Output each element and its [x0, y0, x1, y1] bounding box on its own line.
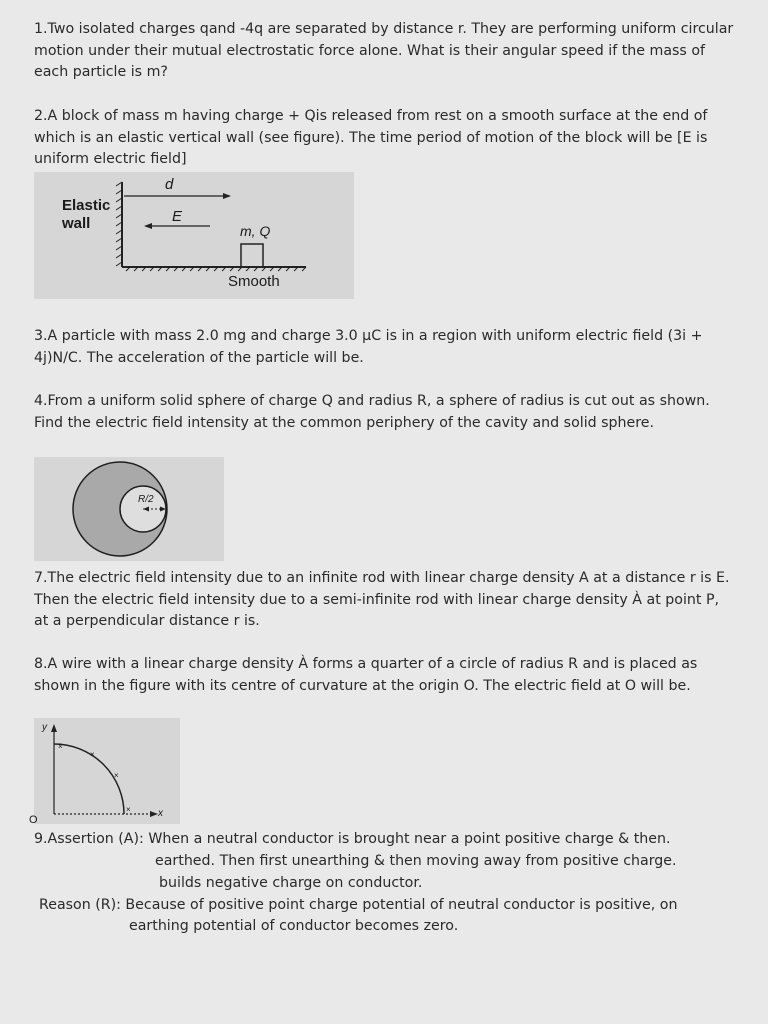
question-3: 3.A particle with mass 2.0 mg and charge 3.0 μC is in a region with uniform electric field (3i + 4j)N/C. The acceleration of the particle will be.: [34, 328, 703, 366]
question-4: 4.From a uniform solid sphere of charge Q and radius R, a sphere of radius is cut out as shown. Find the electric field intensity at the common periphery of the cavity and solid sphere.: [34, 393, 710, 431]
charge-mark-2: ×: [90, 750, 95, 759]
assertion-line-1: 9.Assertion (A): When a neutral conductor is brought near a point positive charge & then.: [34, 831, 671, 847]
question-1: 1.Two isolated charges qand -4q are separated by distance r. They are performing uniform circular motion under their mutual electrostatic force alone. What is their angular speed if the mass of each particle is m?: [34, 21, 734, 80]
charge-mark-1: ×: [58, 742, 63, 751]
sphere-cavity-figure: [34, 457, 224, 561]
surface-label: Smooth: [228, 273, 280, 290]
question-8: 8.A wire with a linear charge density À forms a quarter of a circle of radius R and is placed as shown in the figure with its centre of curvature at the origin O. The electric field at O will be.: [34, 656, 698, 694]
distance-label: d: [165, 176, 174, 193]
field-label: E: [172, 208, 183, 225]
assertion-line-2: earthed. Then first unearthing & then moving away from positive charge.: [155, 853, 677, 869]
y-axis-label: y: [42, 722, 47, 733]
assertion-line-3: builds negative charge on conductor.: [159, 875, 423, 891]
wall-label-line1: Elastic: [62, 197, 111, 214]
radius-label: R/2: [138, 494, 154, 505]
origin-marker: [28, 812, 42, 826]
question-2: 2.A block of mass m having charge + Qis released from rest on a smooth surface at the end of which is an elastic vertical wall (see figure). The time period of motion of the block will be [E is uniform electric field]: [34, 108, 708, 167]
charge-mark-3: ×: [114, 771, 119, 780]
reason-line-2: earthing potential of conductor becomes zero.: [129, 918, 459, 934]
wall-label-line2: wall: [62, 215, 91, 232]
origin-label: O: [29, 814, 38, 826]
quarter-circle-figure: [34, 718, 180, 824]
block-label: m, Q: [240, 223, 271, 239]
x-axis-label: x: [158, 808, 163, 819]
charge-mark-4: ×: [126, 805, 131, 814]
block-wall-figure: [34, 172, 354, 299]
question-7: 7.The electric field intensity due to an infinite rod with linear charge density A at a distance r is E. Then the electric field intensity due to a semi-infinite rod with linear charge density À at point P, at a perpendicular distance r is.: [34, 570, 730, 629]
reason-line-1: Reason (R): Because of positive point charge potential of neutral conductor is positive, on: [39, 897, 678, 913]
